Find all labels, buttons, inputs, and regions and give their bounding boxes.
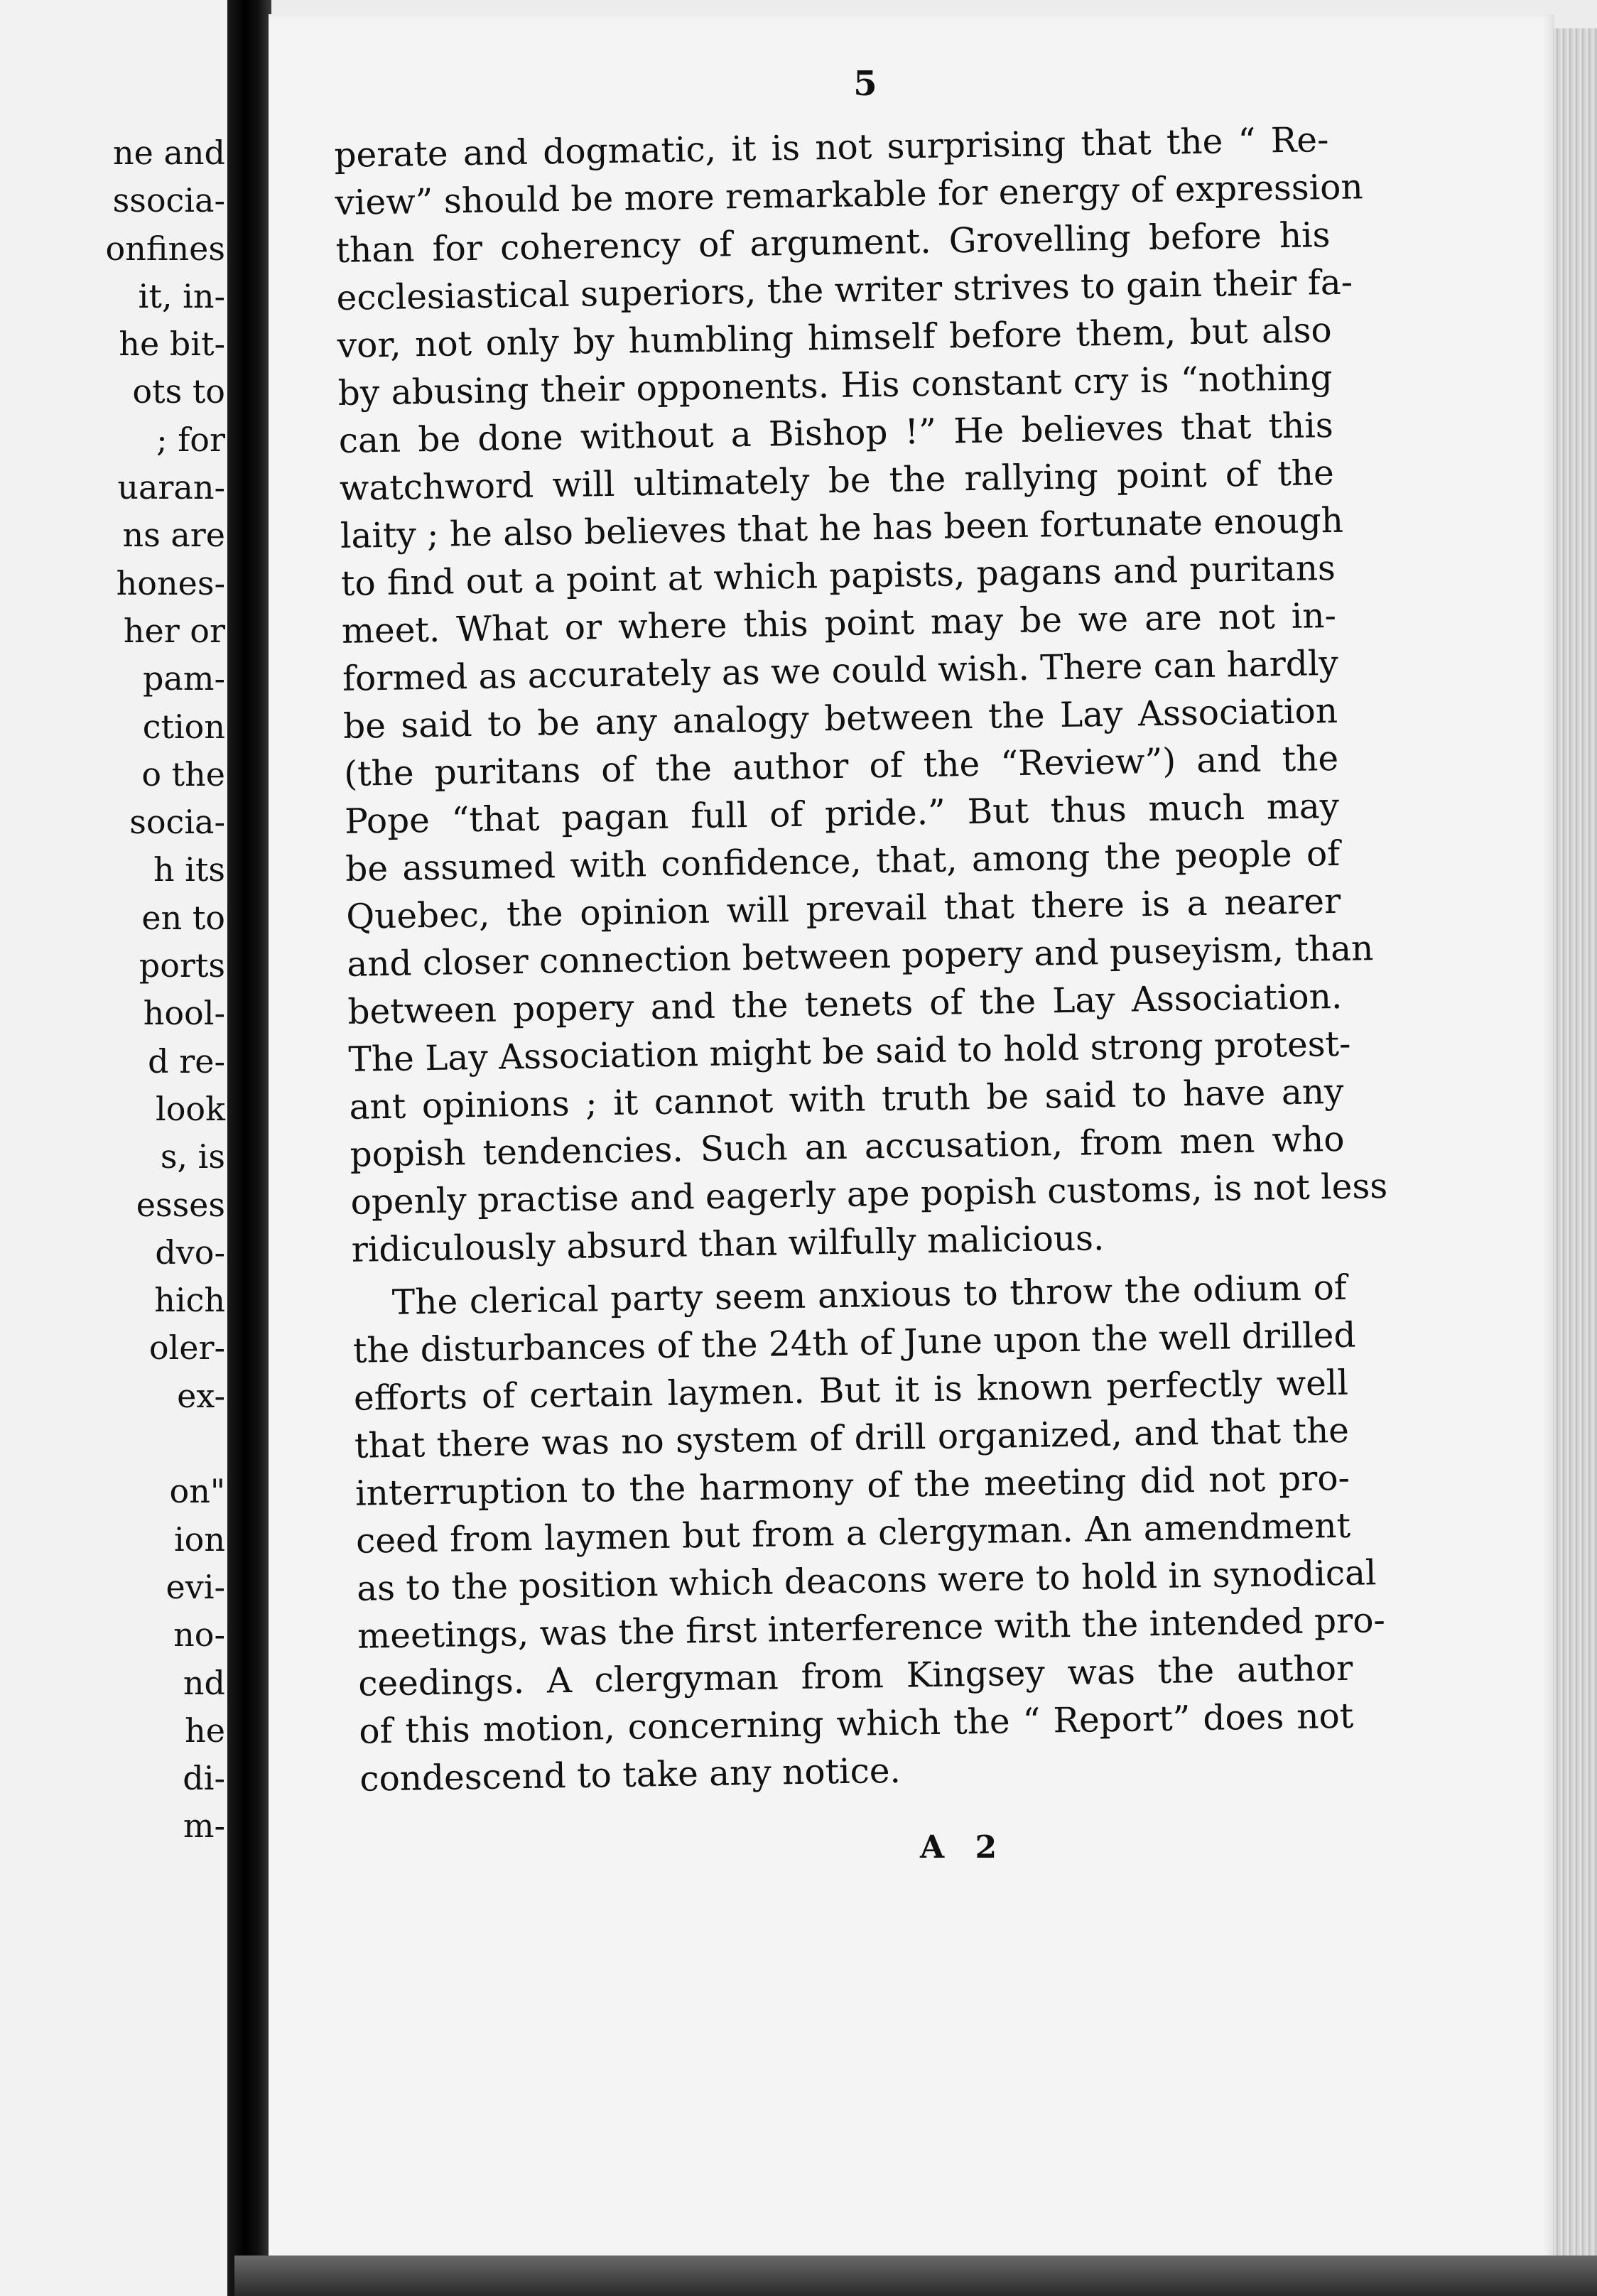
previous-page-text-edge xyxy=(106,129,225,1851)
previous-page-line: hones- xyxy=(116,563,225,602)
text-line: as to the position which deacons were to hold in synodical xyxy=(356,1553,1377,1609)
previous-page-line: hich xyxy=(154,1281,225,1320)
previous-page-line: look xyxy=(156,1089,225,1128)
previous-page-line: no- xyxy=(173,1615,225,1655)
text-line: condescend to take any notice. xyxy=(359,1750,902,1799)
text-line: interruption to the harmony of the meeting did not pro- xyxy=(354,1458,1350,1514)
previous-page-line: nd xyxy=(183,1663,225,1702)
previous-page-line: s, is xyxy=(160,1137,225,1176)
text-line: watchword will ultimately be the rallying point of the xyxy=(339,453,1335,509)
text-line: the disturbances of the 24th of June upon the well drilled xyxy=(352,1315,1356,1371)
previous-page-line: o the xyxy=(141,754,225,794)
previous-page-line: ssocia- xyxy=(112,181,225,220)
text-line: Quebec, the opinion will prevail that there is a nearer xyxy=(345,881,1341,937)
previous-page-line: ction xyxy=(142,707,225,746)
previous-page-line: ne and xyxy=(113,134,225,172)
text-line: be said to be any analogy between the Lay Association xyxy=(342,691,1338,747)
text-line: than for coherency of argument. Grovelling before his xyxy=(335,215,1331,271)
text-line: perate and dogmatic, it is not surprising that the “ Re- xyxy=(334,120,1329,175)
previous-page-line: he xyxy=(185,1711,225,1750)
text-line: by abusing their opponents. His constant cry is “nothing xyxy=(337,357,1333,413)
body-text xyxy=(334,117,1388,1804)
text-line: vor, not only by humbling himself before them, but also xyxy=(337,310,1332,366)
previous-page-line: it, in- xyxy=(138,276,225,315)
previous-page-line: dvo- xyxy=(155,1233,225,1272)
previous-page-fragment xyxy=(0,0,238,2296)
text-line: to find out a point at which papists, pagans and puritans xyxy=(340,548,1336,604)
previous-page-line: ; for xyxy=(156,420,225,459)
previous-page-line: h its xyxy=(153,850,225,889)
previous-page-line: en to xyxy=(141,898,225,937)
book-gutter xyxy=(227,0,271,2296)
previous-page-line: m- xyxy=(183,1807,225,1846)
paragraph xyxy=(352,1265,1386,1804)
text-line: laity ; he also believes that he has been fortunate enough xyxy=(340,500,1344,556)
text-line: meetings, was the first interference with the intended pro- xyxy=(357,1601,1386,1657)
text-line: of this motion, concerning which the “ Report” does not xyxy=(358,1696,1354,1752)
text-line: between popery and the tenets of the Lay Association. xyxy=(347,976,1343,1032)
previous-page-line xyxy=(106,1420,225,1468)
bottom-shadow xyxy=(234,2256,1597,2296)
text-line: openly practise and eagerly ape popish customs, is not less xyxy=(350,1166,1388,1223)
text-line: efforts of certain laymen. But it is known perfectly well xyxy=(353,1363,1349,1419)
text-line: view” should be more remarkable for energy of expression xyxy=(335,167,1364,223)
text-line: The clerical party seem anxious to throw the odium of xyxy=(391,1267,1348,1323)
previous-page-line: di- xyxy=(183,1759,225,1798)
previous-page-line: d re- xyxy=(148,1041,225,1081)
previous-page-line: pam- xyxy=(142,659,225,698)
previous-page-line: on" xyxy=(169,1472,225,1511)
page-edges xyxy=(1553,28,1597,2266)
text-line: ant opinions ; it cannot with truth be said to have any xyxy=(349,1071,1344,1127)
previous-page-line: uaran- xyxy=(117,468,225,507)
previous-page-line: ots to xyxy=(132,372,225,411)
previous-page-line: ns are xyxy=(122,516,225,555)
page-number: 5 xyxy=(853,64,877,104)
text-line: that there was no system of drill organized, and that the xyxy=(354,1410,1350,1466)
text-line: The Lay Association might be said to hold strong protest- xyxy=(348,1024,1351,1080)
previous-page-line: onfines xyxy=(105,229,225,268)
previous-page-line: ports xyxy=(139,946,225,985)
previous-page-line: hool- xyxy=(143,994,225,1033)
text-line: ceed from laymen but from a clergyman. An amendment xyxy=(355,1505,1351,1561)
text-line: and closer connection between popery and puseyism, than xyxy=(346,928,1374,985)
text-line: can be done without a Bishop !” He believes that this xyxy=(338,405,1334,461)
text-line: popish tendencies. Such an accusation, from men who xyxy=(350,1119,1345,1175)
previous-page-line: evi- xyxy=(166,1567,225,1606)
text-line: ridiculously absurd than wilfully malicious. xyxy=(351,1218,1105,1270)
text-line: be assumed with confidence, that, among the people of xyxy=(345,833,1341,889)
previous-page-line: ion xyxy=(173,1520,225,1559)
previous-page-line: ex- xyxy=(177,1376,225,1415)
paragraph xyxy=(334,117,1388,1274)
previous-page-line: esses xyxy=(136,1185,225,1224)
previous-page-line: oler- xyxy=(148,1328,225,1368)
previous-page-line: he bit- xyxy=(119,325,225,364)
text-line: ecclesiastical superiors, the writer strives to gain their fa- xyxy=(336,262,1353,318)
signature-mark: A 2 xyxy=(920,1829,1007,1866)
text-line: meet. What or where this point may be we are not in- xyxy=(341,595,1337,651)
previous-page-line: socia- xyxy=(129,803,225,842)
text-line: formed as accurately as we could wish. There can hardly xyxy=(342,643,1339,699)
text-line: (the puritans of the author of the “Review”) and the xyxy=(343,738,1339,794)
text-line: Pope “that pagan full of pride.” But thus much may xyxy=(344,786,1340,842)
text-line: ceedings. A clergyman from Kingsey was the author xyxy=(357,1648,1353,1704)
previous-page-line: her or xyxy=(123,611,225,650)
